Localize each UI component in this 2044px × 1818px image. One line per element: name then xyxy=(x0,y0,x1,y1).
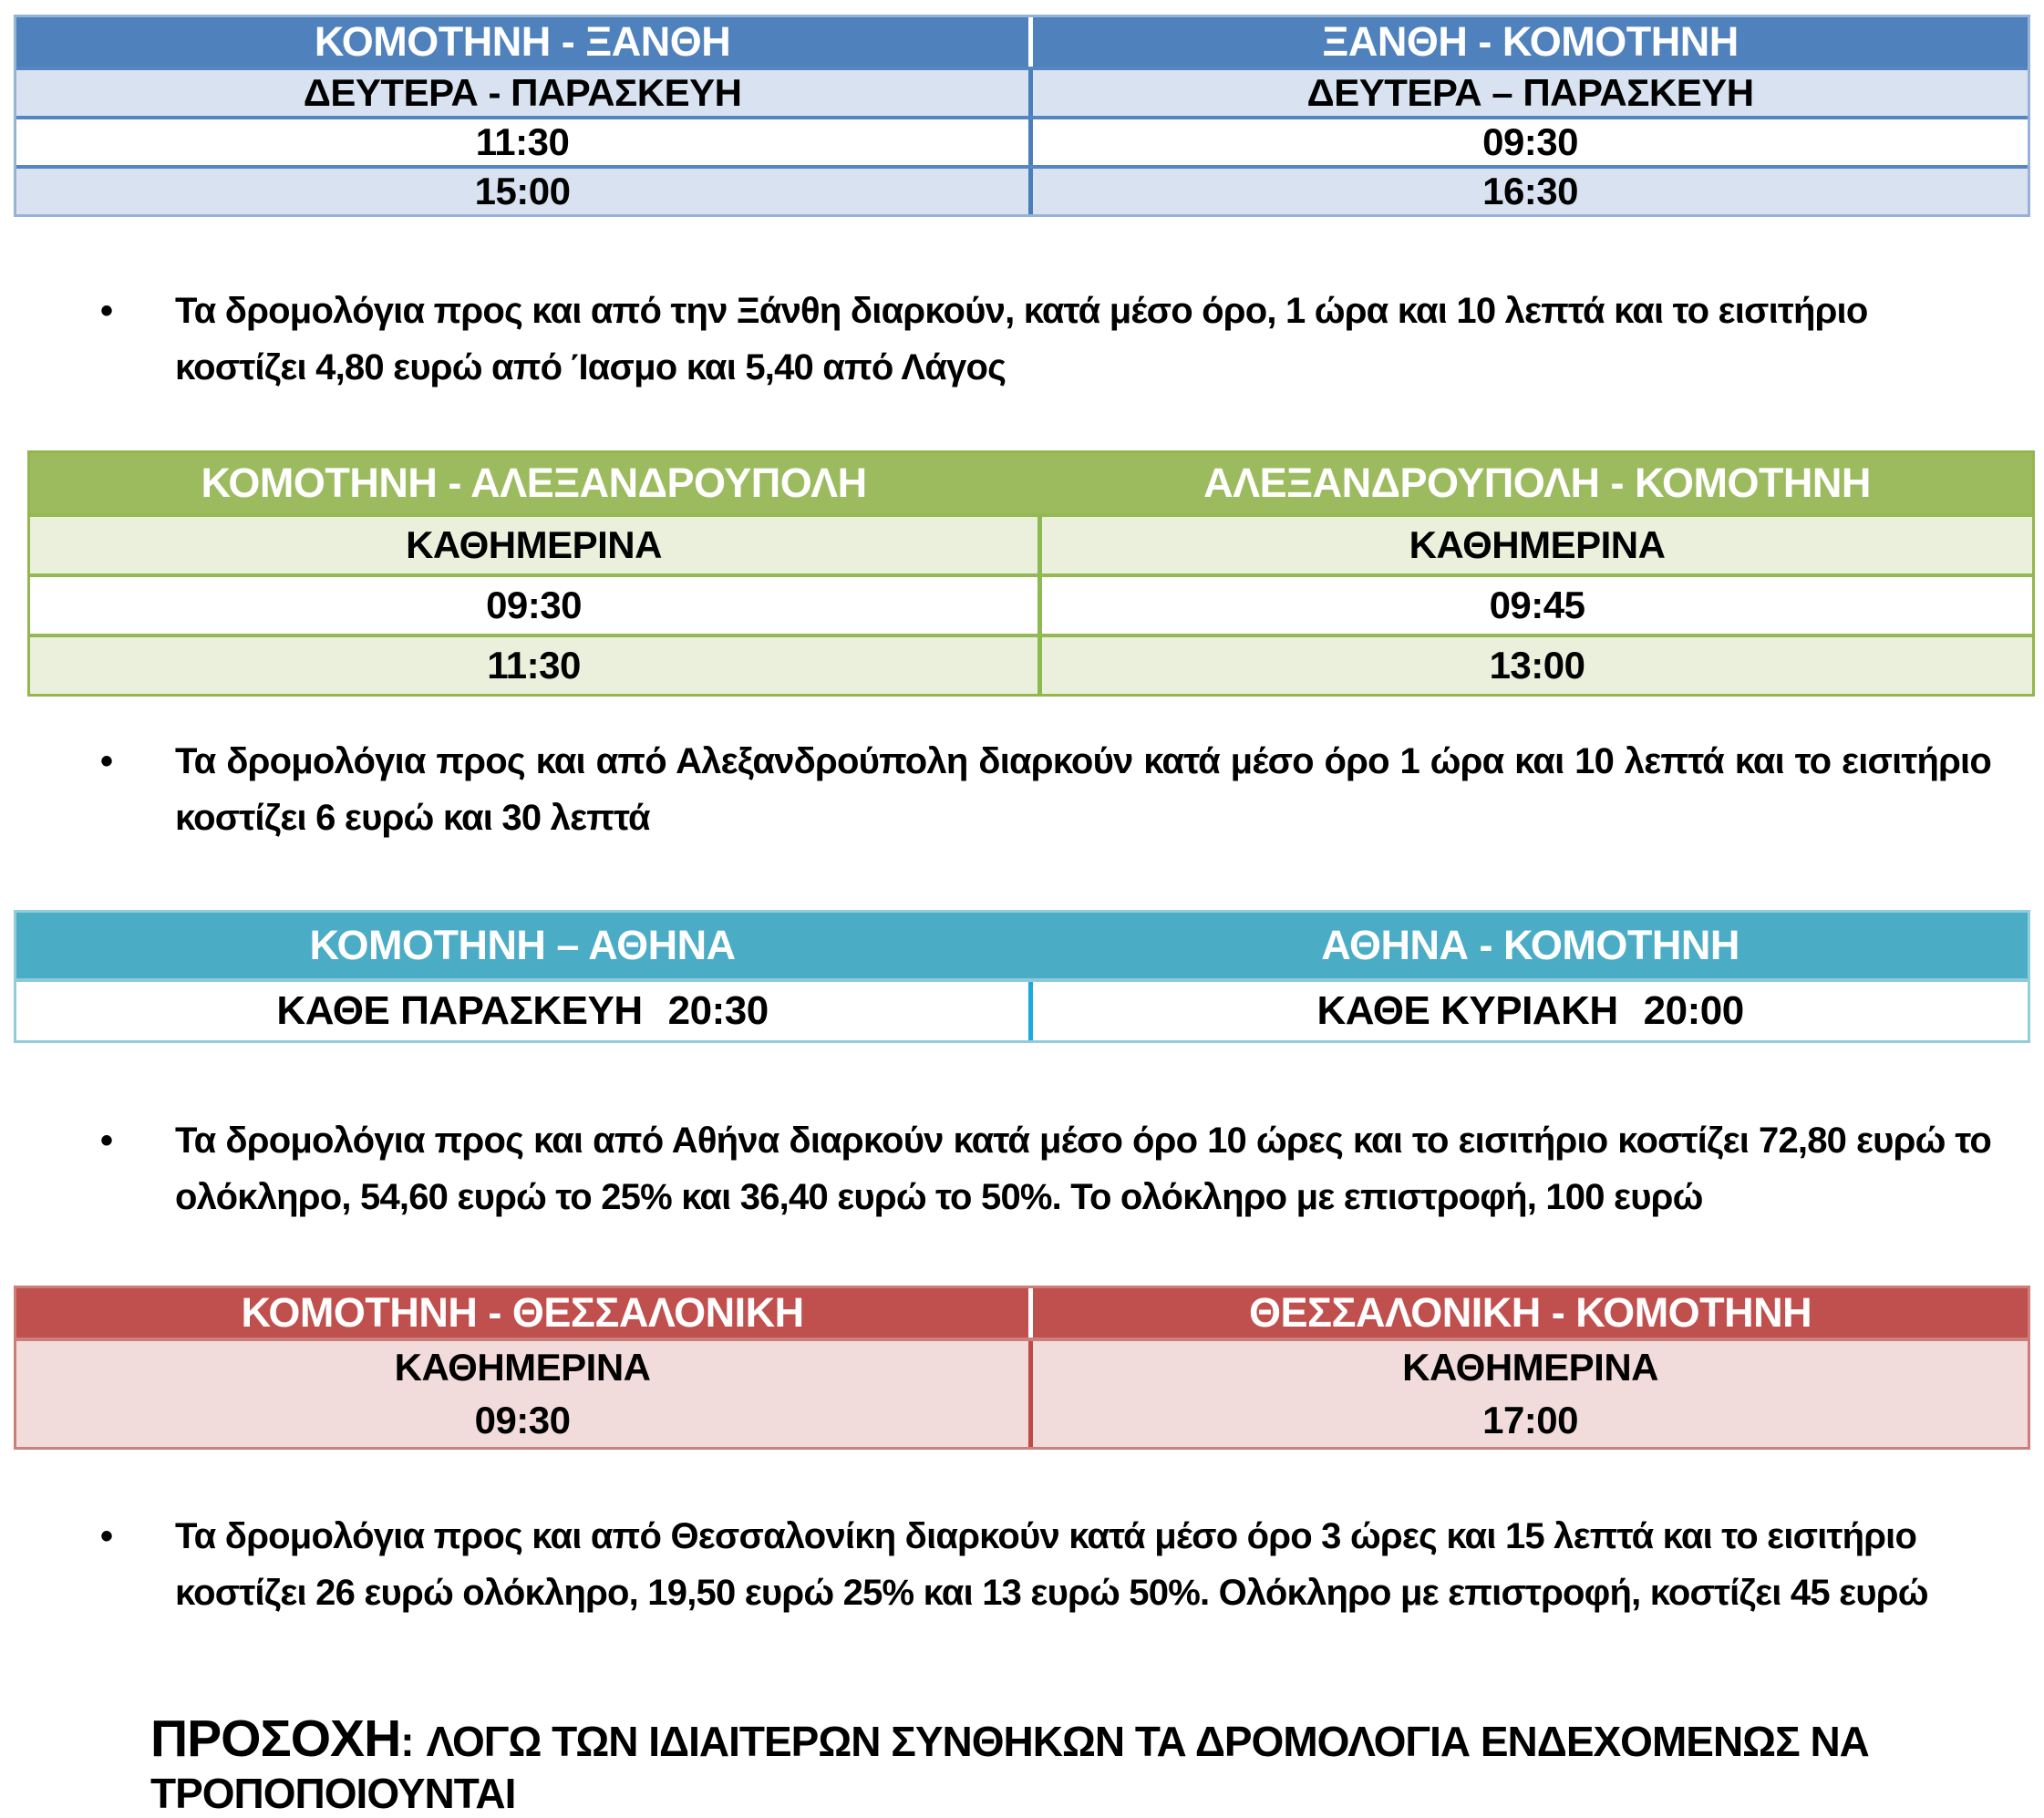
departure-time: 09:45 xyxy=(1489,584,1585,626)
bullet-icon: • xyxy=(100,1121,114,1161)
route-header-komotini-athina: ΚΟΜΟΤΗΝΗ – ΑΘΗΝΑ xyxy=(16,913,1033,978)
route-header-alexandroupoli-komotini: ΑΛΕΞΑΝΔΡΟΥΠΟΛΗ - ΚΟΜΟΤΗΝΗ xyxy=(1203,460,1871,506)
days-label: ΚΑΘΗΜΕΡΙΝΑ xyxy=(1409,523,1666,566)
day-label: ΚΑΘΕ ΠΑΡΑΣΚΕΥΗ xyxy=(276,988,643,1033)
bullet-icon: • xyxy=(100,291,114,331)
table-komotini-alexandroupoli xyxy=(27,450,2035,697)
table-komotini-athina xyxy=(14,910,2030,1043)
days-label: ΔΕΥΤΕΡΑ – ΠΑΡΑΣΚΕΥΗ xyxy=(1306,71,1754,114)
warning-line xyxy=(150,1709,2008,1818)
days-label: ΚΑΘΗΜΕΡΙΝΑ xyxy=(394,1346,651,1389)
departure-time: 16:30 xyxy=(1482,170,1579,212)
note-text: Τα δρομολόγια προς και από Αλεξανδρούπολη διαρκούν κατά μέσο όρο 1 ώρα και 10 λεπτά και το εισιτήριο κοστίζει 6 ευρώ και 30 λεπτά xyxy=(175,741,1991,838)
departure-time: 15:00 xyxy=(16,169,1033,214)
schedule-cell xyxy=(16,982,1033,1040)
departure-time: 09:30 xyxy=(1482,120,1579,163)
table-komotini-thessaloniki xyxy=(14,1286,2030,1450)
warning-text: ΛΟΓΩ ΤΩΝ ΙΔΙΑΙΤΕΡΩΝ ΣΥΝΘΗΚΩΝ ΤΑ ΔΡΟΜΟΛΟΓΙΑ ΕΝΔΕΧΟΜΕΝΩΣ ΝΑ ΤΡΟΠΟΠΟΙΟΥΝΤΑΙ xyxy=(150,1718,1869,1817)
note-text: Τα δρομολόγια προς και από Αθήνα διαρκούν κατά μέσο όρο 10 ώρες και το εισιτήριο κοστίζει 72,80 ευρώ το ολόκληρο, 54,60 ευρώ το 25% και 36,40 ευρώ το 50%. Το ολόκληρο με επιστροφή, 100 ευρώ xyxy=(175,1121,1991,1217)
note-text: Τα δρομολόγια προς και από Θεσσαλονίκη διαρκούν κατά μέσο όρο 3 ώρες και 15 λεπτά και το εισιτήριο κοστίζει 26 ευρώ ολόκληρο, 19,50 ευρώ 25% και 13 ευρώ 50%. Ολόκληρο με επιστροφή, κοστίζει 45 ευρώ xyxy=(175,1516,1928,1613)
bullet-icon: • xyxy=(100,1516,114,1556)
table-header-row xyxy=(30,453,2032,513)
departure-time: 11:30 xyxy=(30,637,1042,694)
note-text: Τα δρομολόγια προς και από την Ξάνθη διαρκούν, κατά μέσο όρο, 1 ώρα και 10 λεπτά και το εισιτήριο κοστίζει 4,80 ευρώ από Ίασμο και 5,40 από Λάγος xyxy=(175,291,1868,387)
warning-separator: : xyxy=(400,1718,414,1765)
departure-time: 09:30 xyxy=(30,577,1042,634)
days-label: ΚΑΘΗΜΕΡΙΝΑ xyxy=(1402,1346,1658,1389)
note-xanthi xyxy=(100,283,1991,396)
schedule-cell xyxy=(1033,982,2028,1040)
departure-time: 09:30 xyxy=(474,1399,571,1441)
route-header-thessaloniki-komotini: ΘΕΣΣΑΛΟΝΙΚΗ - ΚΟΜΟΤΗΝΗ xyxy=(1248,1289,1812,1336)
schedule-row xyxy=(16,1338,2028,1447)
schedule-cell xyxy=(16,1341,1033,1447)
time-row xyxy=(30,634,2032,694)
warning-label: ΠΡΟΣΟΧΗ xyxy=(150,1710,401,1768)
note-thessaloniki xyxy=(100,1508,1991,1621)
table-komotini-xanthi xyxy=(14,15,2030,217)
note-alexandroupoli xyxy=(100,733,1991,846)
note-athina xyxy=(100,1112,1991,1225)
departure-time: 13:00 xyxy=(1489,644,1585,687)
route-header-komotini-xanthi: ΚΟΜΟΤΗΝΗ - ΞΑΝΘΗ xyxy=(16,17,1033,67)
schedule-row xyxy=(16,978,2028,1040)
route-header-athina-komotini: ΑΘΗΝΑ - ΚΟΜΟΤΗΝΗ xyxy=(1321,922,1739,968)
route-header-xanthi-komotini: ΞΑΝΘΗ - ΚΟΜΟΤΗΝΗ xyxy=(1322,18,1739,65)
time-row xyxy=(16,116,2028,165)
table-header-row xyxy=(16,17,2028,67)
schedule-cell xyxy=(1033,1341,2028,1447)
days-label: ΚΑΘΗΜΕΡΙΝΑ xyxy=(30,517,1042,573)
table-header-row xyxy=(16,913,2028,978)
table-header-row xyxy=(16,1288,2028,1338)
departure-time: 17:00 xyxy=(1482,1399,1579,1441)
days-row xyxy=(30,513,2032,573)
time-row xyxy=(16,165,2028,214)
bus-schedule-document xyxy=(0,15,2044,1817)
departure-time: 11:30 xyxy=(16,119,1033,165)
departure-time: 20:30 xyxy=(667,988,769,1033)
departure-time: 20:00 xyxy=(1643,988,1744,1033)
route-header-komotini-alexandroupoli: ΚΟΜΟΤΗΝΗ - ΑΛΕΞΑΝΔΡΟΥΠΟΛΗ xyxy=(30,453,1042,513)
bullet-icon: • xyxy=(100,741,114,781)
days-label: ΔΕΥΤΕΡΑ - ΠΑΡΑΣΚΕΥΗ xyxy=(16,70,1033,116)
time-row xyxy=(30,573,2032,634)
route-header-komotini-thessaloniki: ΚΟΜΟΤΗΝΗ - ΘΕΣΣΑΛΟΝΙΚΗ xyxy=(16,1288,1033,1338)
days-row xyxy=(16,67,2028,116)
day-label: ΚΑΘΕ ΚΥΡΙΑΚΗ xyxy=(1316,988,1618,1033)
